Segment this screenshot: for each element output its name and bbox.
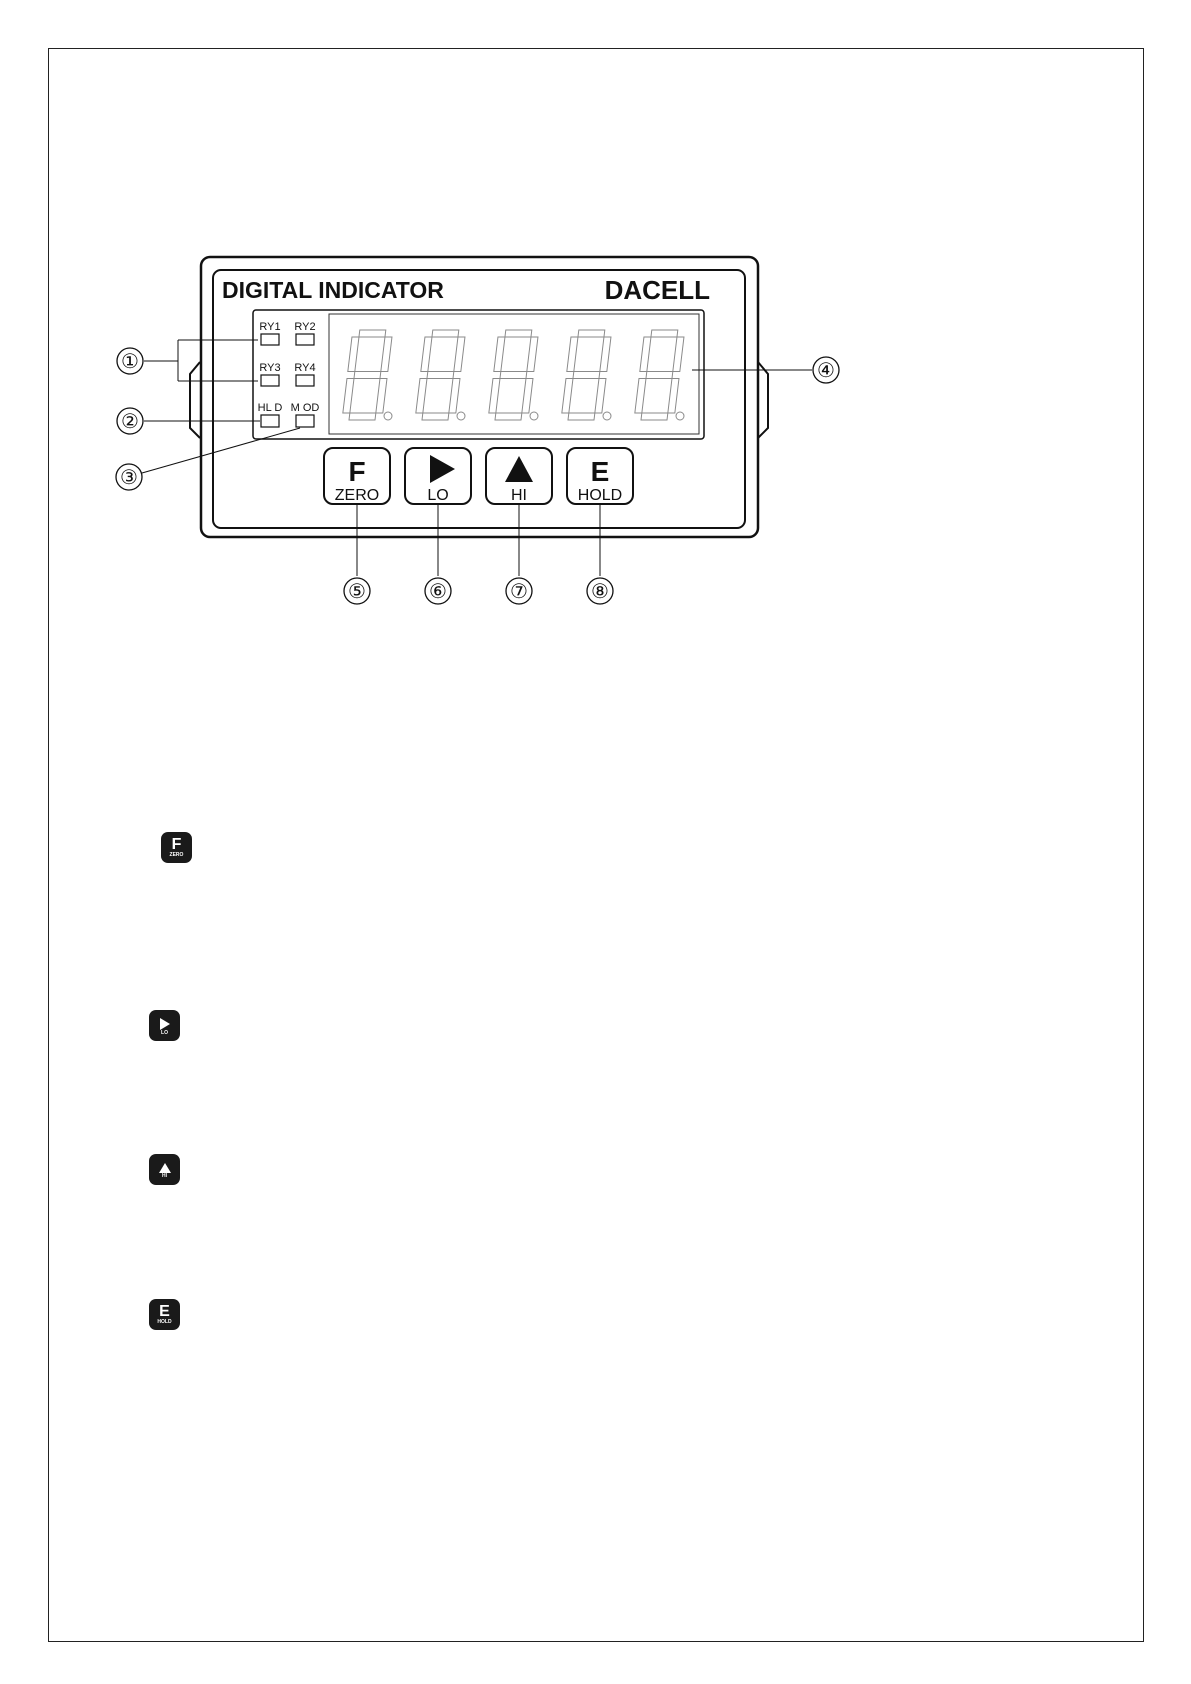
key-hold-label: HOLD <box>577 487 623 504</box>
key-f-zero[interactable] <box>324 448 390 504</box>
panel-title: DIGITAL INDICATOR <box>222 277 444 303</box>
key-hi-label: HI <box>511 487 527 504</box>
key-zero-label: ZERO <box>334 487 380 504</box>
led-label-ry4: RY4 <box>294 362 316 374</box>
led-label-ry3: RY3 <box>259 362 281 374</box>
key-lo-label: LO <box>427 487 449 504</box>
key-icon-lo-label: LO <box>161 1029 168 1036</box>
callout-5: ⑤ <box>348 581 366 603</box>
led-label-ry2: RY2 <box>294 321 316 333</box>
callout-6: ⑥ <box>429 581 447 603</box>
callout-7: ⑦ <box>510 581 528 603</box>
led-label-mod: M OD <box>290 402 320 414</box>
key-icon-up-hi <box>149 1154 180 1185</box>
key-icon-f-zero <box>161 832 192 863</box>
led-label-ry1: RY1 <box>259 321 281 333</box>
key-icon-e-label: E <box>159 1302 170 1320</box>
triangle-up-icon <box>159 1163 171 1173</box>
key-icon-f-label: F <box>171 835 182 853</box>
play-right-icon <box>160 1018 170 1030</box>
callout-1: ① <box>121 351 139 373</box>
led-label-hld: HL D <box>257 402 283 414</box>
key-icon-hold-label: HOLD <box>157 1318 172 1325</box>
key-e-label: E <box>590 456 610 487</box>
key-e-hold[interactable] <box>567 448 633 504</box>
left-mount-tab <box>190 362 200 438</box>
key-icon-hi-label: HI <box>162 1172 167 1179</box>
key-icon-e-hold <box>149 1299 180 1330</box>
brand-logo: DACELL <box>604 275 710 305</box>
callout-8: ⑧ <box>591 581 609 603</box>
key-icon-right-lo <box>149 1010 180 1041</box>
key-icon-zero-label: ZERO <box>169 851 184 858</box>
right-mount-tab <box>758 362 768 438</box>
key-f-label: F <box>348 456 366 487</box>
callout-3: ③ <box>120 467 138 489</box>
key-up-hi[interactable] <box>486 448 552 504</box>
callout-4: ④ <box>817 360 835 382</box>
key-right-lo[interactable] <box>405 448 471 504</box>
callout-2: ② <box>121 411 139 433</box>
